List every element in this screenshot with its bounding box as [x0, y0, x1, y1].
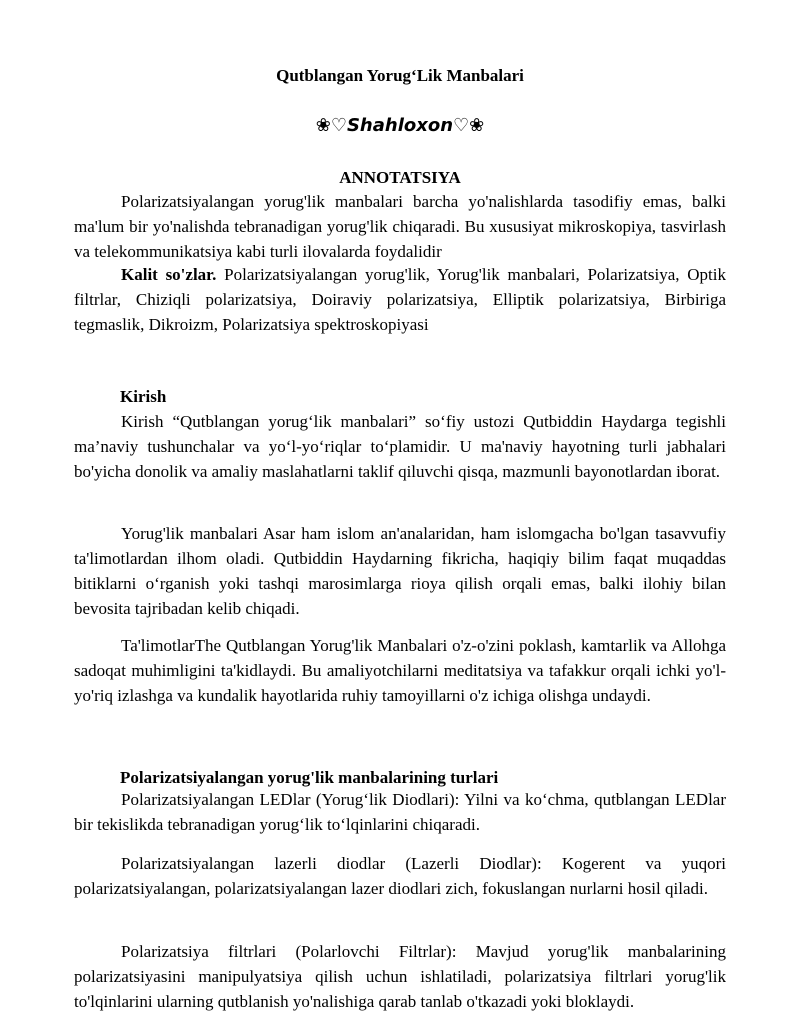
types-paragraph-2: Polarizatsiyalangan lazerli diodlar (Lazerli Diodlar): Kogerent va yuqori polarizatsiyalangan, polarizatsiyalangan lazer diodlari zich, fokuslangan nurlarni hosil qiladi. — [74, 854, 726, 898]
intro-paragraph-1: Kirish “Qutblangan yorug‘lik manbalari” so‘fiy ustozi Qutbiddin Haydarga tegishli ma’naviy tushunchalar va yo‘l-yo‘riqlar to‘plamidir. U ma'naviy hayotning turli jabhalari bo'yicha donolik va amaliy maslahatlarni taklif qiluvchi qisqa, mazmunli bayonotlardan iborat. — [74, 412, 726, 481]
keywords-paragraph — [74, 262, 726, 337]
annotation-paragraph: Polarizatsiyalangan yorug'lik manbalari barcha yo'nalishlarda tasodifiy emas, balki ma'lum bir yo'nalishda tebranadigan yorug'lik chiqaradi. Bu xususiyat mikroskopiya, tasvirlash va telekommunikatsiya kabi turli ilovalarda foydalidir — [74, 192, 726, 261]
types-paragraph-1: Polarizatsiyalangan LEDlar (Yorug‘lik Diodlari): Yilni va ko‘chma, qutblangan LEDlar bir tekislikda tebranadigan yorug‘lik to‘lqinlarini chiqaradi. — [74, 790, 726, 834]
annotation-heading: ANNOTATSIYA — [339, 168, 461, 187]
types-paragraph-3: Polarizatsiya filtrlari (Polarlovchi Filtrlar): Mavjud yorug'lik manbalarining polarizatsiyasini manipulyatsiya qilish uchun ishlatiladi, polarizatsiya filtrlari yorug'lik to'lqinlarini ularning qutblanish yo'nalishiga qarab tanlab o'tkazadi yoki bloklaydi. — [74, 942, 726, 1011]
intro-heading: Kirish — [120, 387, 167, 406]
keywords-text: Polarizatsiyalangan yorug'lik, Yorug'lik manbalari, Polarizatsiya, Optik filtrlar, Chiziqli polarizatsiya, Doiraviy polarizatsiya, Elliptik polarizatsiya, Birbiriga tegmaslik, Dikroizm, Polarizatsiya spektroskopiyasi — [74, 265, 726, 334]
author-name: ❀♡Shahloxon♡❀ — [315, 115, 485, 136]
keywords-label: Kalit so'zlar. — [121, 265, 217, 284]
document-title: Qutblangan Yorug‘Lik Manbalari — [276, 66, 524, 85]
types-heading: Polarizatsiyalangan yorug'lik manbalarining turlari — [120, 768, 499, 787]
intro-paragraph-3: Ta'limotlarThe Qutblangan Yorug'lik Manbalari o'z-o'zini poklash, kamtarlik va Allohga sadoqat muhimligini ta'kidlaydi. Bu amaliyotchilarni meditatsiya va tafakkur orqali ichki yo'l-yo'riq izlashga va kundalik hayotlarida ruhiy tamoyillarni o'z ichiga olishga undaydi. — [74, 636, 726, 705]
intro-paragraph-2: Yorug'lik manbalari Asar ham islom an'analaridan, ham islomgacha bo'lgan tasavvufiy ta'limotlardan ilhom oladi. Qutbiddin Haydarning fikricha, haqiqiy bilim faqat muqaddas bitiklarni o‘rganish yoki tashqi marosimlarga rioya qilish orqali emas, balki ilohiy bilan bevosita tajribadan kelib chiqadi. — [74, 524, 726, 618]
